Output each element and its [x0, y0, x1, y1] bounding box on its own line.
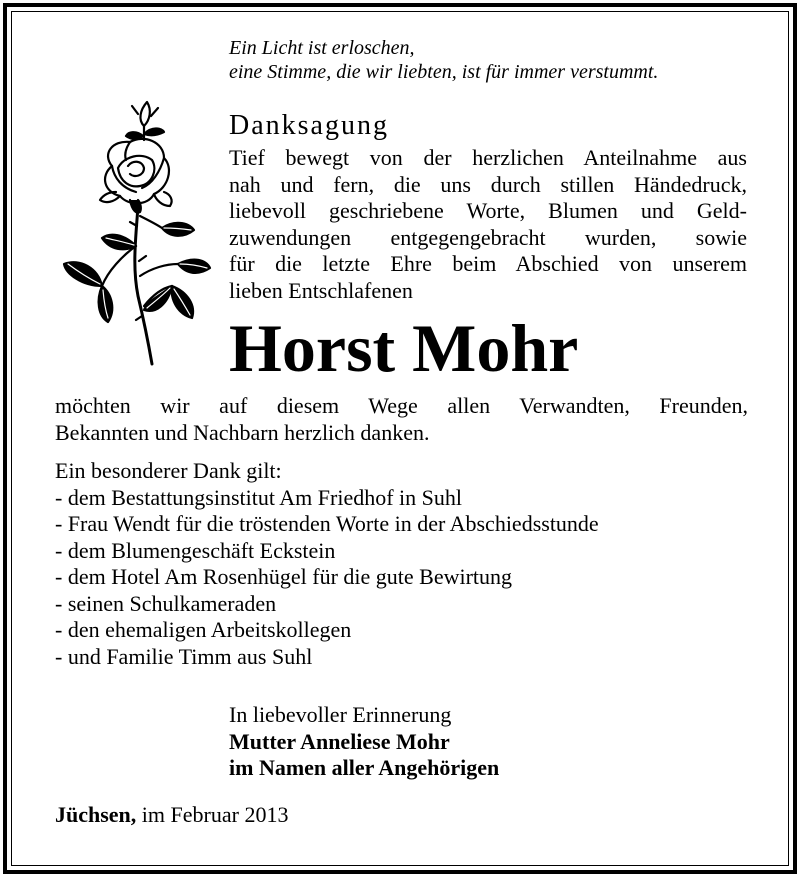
motto-line: eine Stimme, die wir liebten, ist für immer verstummt. — [229, 61, 659, 83]
intro-line: nah und fern, die uns durch stillen Händedruck, — [229, 171, 747, 197]
closing-signature — [229, 702, 499, 782]
special-thanks-intro: Ein besonderer Dank gilt: — [55, 458, 282, 483]
place-date — [55, 802, 288, 829]
place: Jüchsen, — [55, 802, 137, 827]
list-item: - dem Blumengeschäft Eckstein — [55, 537, 336, 563]
motto-line: Ein Licht ist erloschen, — [229, 37, 415, 59]
list-item: - dem Bestattungsinstitut Am Friedhof in Suhl — [55, 484, 462, 510]
intro-line: zuwendungen entgegengebracht wurden, sowie — [229, 224, 747, 250]
list-item: - dem Hotel Am Rosenhügel für die gute Bewirtung — [55, 564, 513, 589]
rose-icon — [52, 96, 212, 368]
list-item: - den ehemaligen Arbeitskollegen — [55, 617, 352, 642]
signatory-name: Mutter Anneliese Mohr — [229, 728, 450, 754]
signatory-note: im Namen aller Angehörigen — [229, 755, 500, 780]
intro-line: Tief bewegt von der herzlichen Anteilnahme aus — [229, 145, 747, 170]
heading: Danksagung — [229, 110, 389, 141]
intro-paragraph — [229, 145, 747, 304]
intro-line: für die letzte Ehre beim Abschied von unserem — [229, 251, 747, 276]
thanks-paragraph — [55, 393, 748, 446]
intro-line: liebevoll geschriebene Worte, Blumen und Geld- — [229, 198, 747, 223]
motto — [229, 36, 658, 84]
list-item: - seinen Schulkameraden — [55, 590, 277, 616]
list-item: - und Familie Timm aus Suhl — [55, 643, 313, 669]
special-thanks — [55, 458, 599, 670]
list-item: - Frau Wendt für die tröstenden Worte in der Abschiedsstunde — [55, 511, 599, 536]
intro-line: lieben Entschlafenen — [229, 277, 413, 303]
thanks-line: Bekannten und Nachbarn herzlich danken. — [55, 419, 430, 445]
closing-line: In liebevoller Erinnerung — [229, 702, 452, 727]
deceased-name: Horst Mohr — [229, 310, 579, 386]
thanks-line: möchten wir auf diesem Wege allen Verwandten, Freunden, — [55, 393, 748, 418]
date: im Februar 2013 — [141, 802, 289, 827]
